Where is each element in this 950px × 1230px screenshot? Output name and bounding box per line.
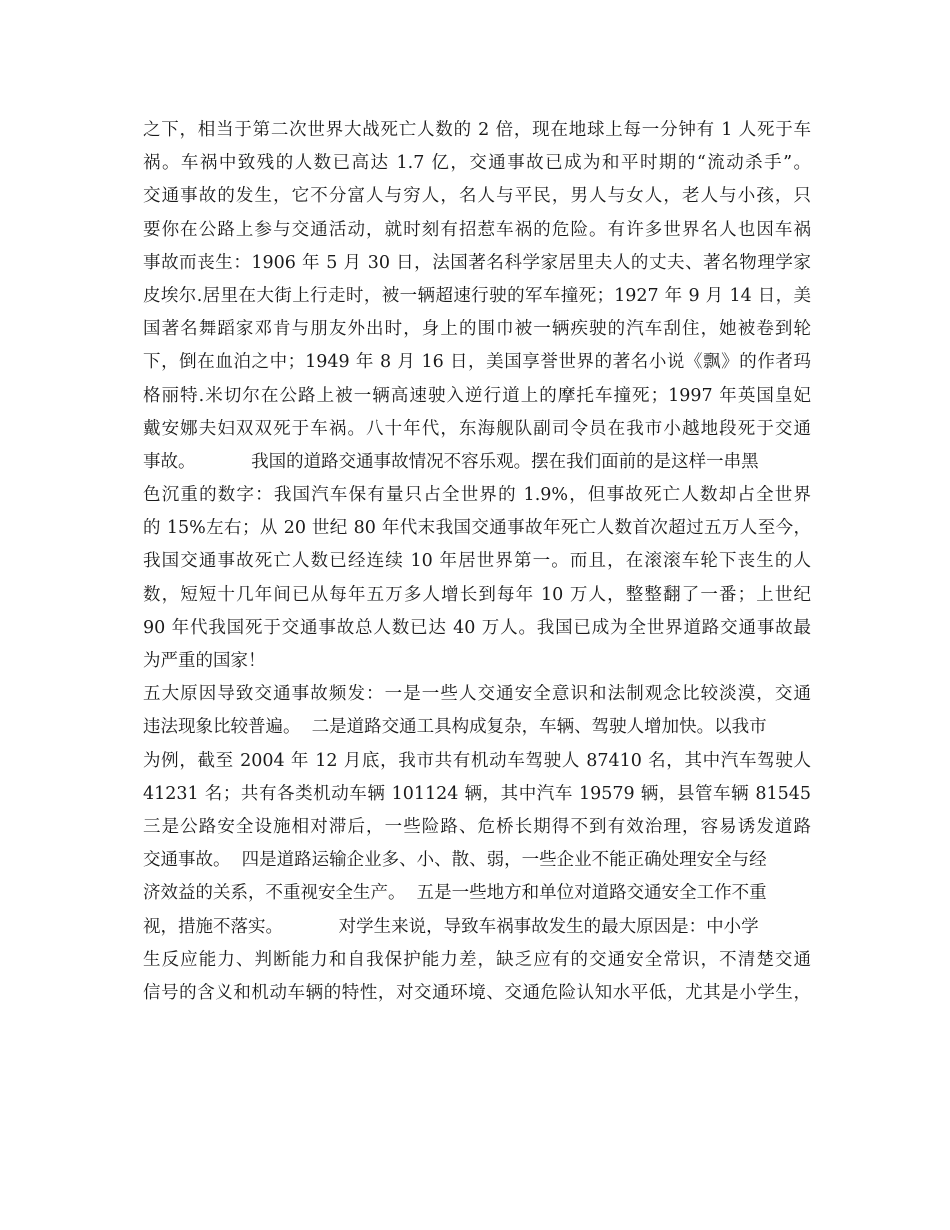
text-line: 国著名舞蹈家邓肯与朋友外出时，身上的围巾被一辆疾驶的汽车刮住，她被卷到轮 <box>143 319 811 340</box>
text-line: 事故。 我国的道路交通事故情况不容乐观。摆在我们面前的是这样一串黑 <box>143 451 759 472</box>
text-line: 我国交通事故死亡人数已经连续 10 年居世界第一。而且，在滚滚车轮下丧生的人 <box>143 551 811 572</box>
text-line: 之下，相当于第二次世界大战死亡人数的 2 倍，现在地球上每一分钟有 1 人死于车 <box>143 120 811 140</box>
text-line: 交通事故。 四是道路运输企业多、小、散、弱，一些企业不能正确处理安全与经 <box>143 850 767 871</box>
text-line: 交通事故的发生，它不分富人与穷人，名人与平民，男人与女人，老人与小孩，只 <box>143 186 811 207</box>
text-line: 色沉重的数字：我国汽车保有量只占全世界的 1.9%，但事故死亡人数却占全世界 <box>143 485 811 506</box>
body-text <box>143 114 811 1010</box>
text-line: 祸。车祸中致残的人数已高达 1.7 亿，交通事故已成为和平时期的“流动杀手”。 <box>143 153 811 174</box>
text-line: 41231 名；共有各类机动车辆 101124 辆，其中汽车 19579 辆，县管车辆 81545 <box>143 783 811 804</box>
text-line: 皮埃尔.居里在大街上行走时，被一辆超速行驶的军车撞死；1927 年 9 月 14 日，美 <box>143 285 811 306</box>
text-line: 90 年代我国死于交通事故总人数已达 40 万人。我国已成为全世界道路交通事故最 <box>143 617 811 638</box>
text-line: 要你在公路上参与交通活动，就时刻有招惹车祸的危险。有许多世界名人也因车祸 <box>143 219 811 240</box>
text-line: 三是公路安全设施相对滞后，一些险路、危桥长期得不到有效治理，容易诱发道路 <box>143 816 811 837</box>
text-line: 事故而丧生：1906 年 5 月 30 日，法国著名科学家居里夫人的丈夫、著名物理学家 <box>143 252 811 273</box>
text-line: 济效益的关系，不重视安全生产。 五是一些地方和单位对道路交通安全工作不重 <box>143 883 767 904</box>
text-line: 为例，截至 2004 年 12 月底，我市共有机动车驾驶人 87410 名，其中汽车驾驶人 <box>143 750 811 771</box>
text-line: 信号的含义和机动车辆的特性，对交通环境、交通危险认知水平低，尤其是小学生， <box>143 982 811 1003</box>
text-line: 的 15%左右；从 20 世纪 80 年代末我国交通事故年死亡人数首次超过五万人至今， <box>143 518 811 539</box>
text-line: 视，措施不落实。 对学生来说，导致车祸事故发生的最大原因是：中小学 <box>143 916 759 937</box>
text-line: 下，倒在血泊之中；1949 年 8 月 16 日，美国享誉世界的著名小说《飘》的作者玛 <box>143 352 811 373</box>
text-line: 违法现象比较普遍。 二是道路交通工具构成复杂，车辆、驾驶人增加快。以我市 <box>143 717 767 738</box>
text-line: 生反应能力、判断能力和自我保护能力差，缺乏应有的交通安全常识，不清楚交通 <box>143 949 811 970</box>
text-line: 戴安娜夫妇双双死于车祸。八十年代，东海舰队副司令员在我市小越地段死于交通 <box>143 418 811 439</box>
text-line: 为严重的国家！ <box>143 651 266 671</box>
text-line: 数，短短十几年间已从每年五万多人增长到每年 10 万人，整整翻了一番；上世纪 <box>143 584 811 605</box>
text-line: 五大原因导致交通事故频发：一是一些人交通安全意识和法制观念比较淡漠，交通 <box>143 684 811 705</box>
text-line: 格丽特.米切尔在公路上被一辆高速驶入逆行道上的摩托车撞死；1997 年英国皇妃 <box>143 385 811 406</box>
